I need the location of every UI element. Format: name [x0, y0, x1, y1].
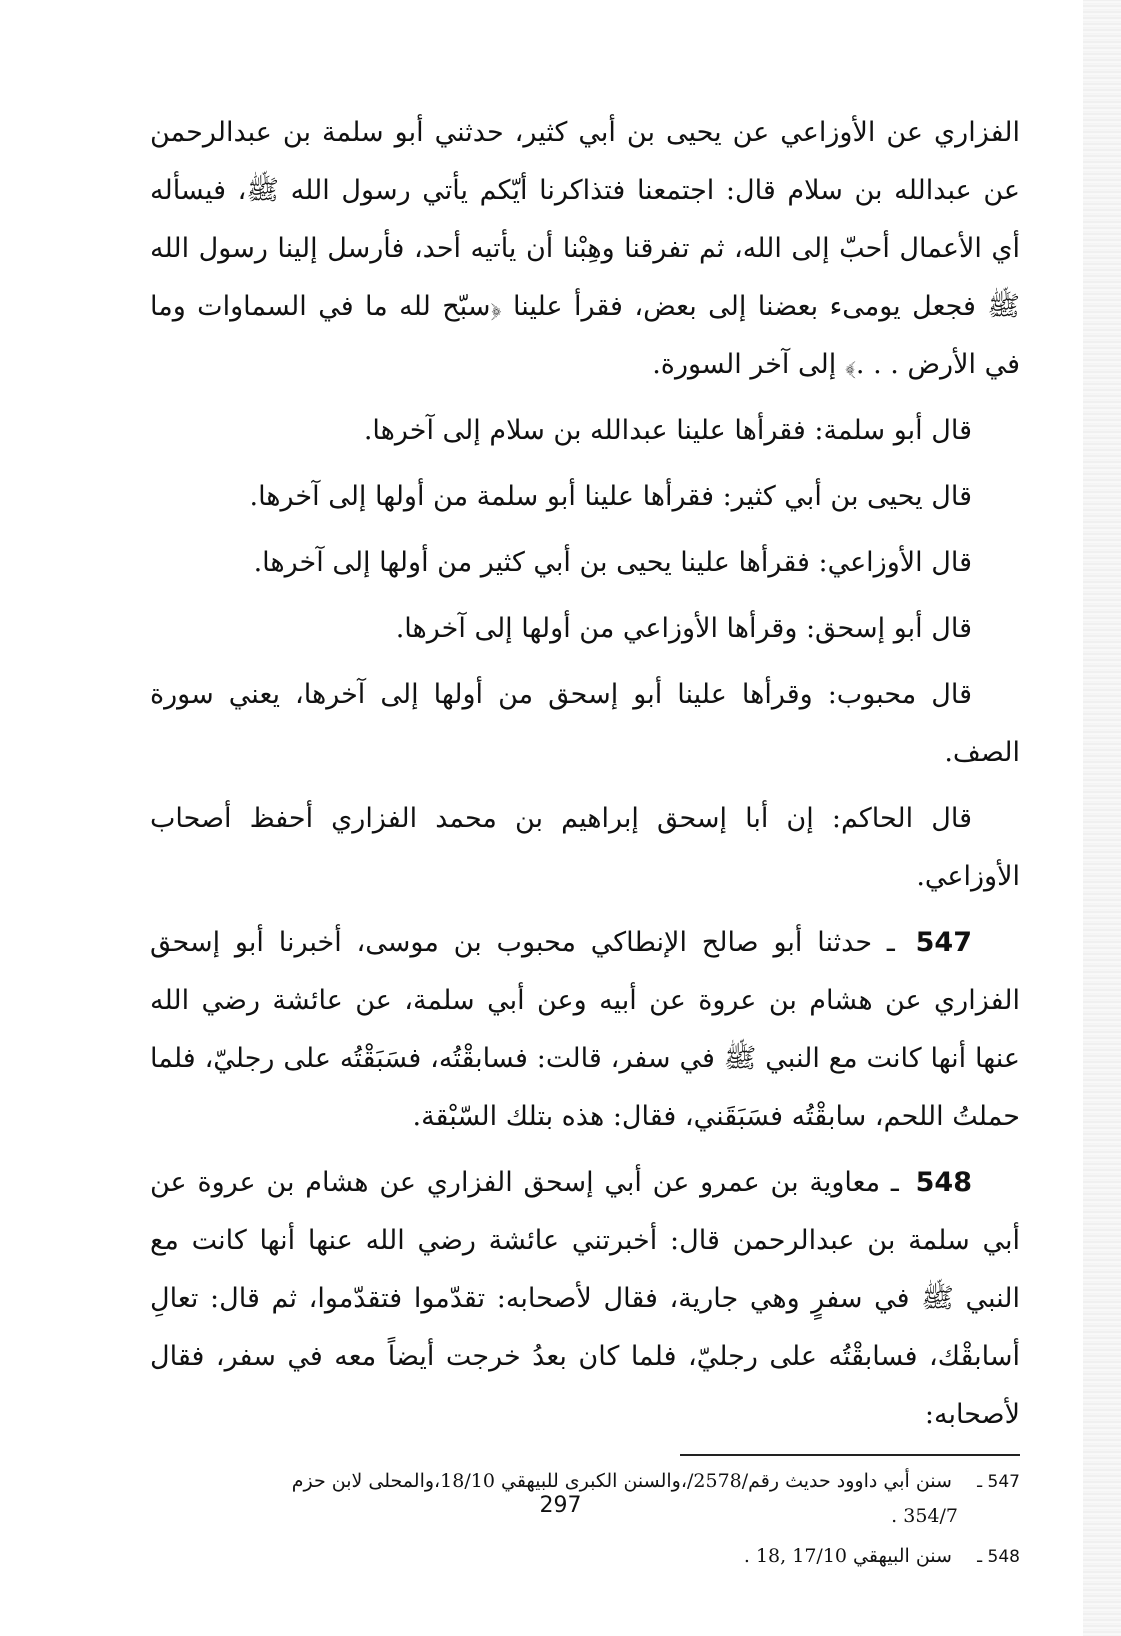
hadith-number-548: 548 [915, 1167, 973, 1198]
footnote-number: 548 ـ [977, 1547, 1020, 1567]
paragraph-awzai: قال الأوزاعي: فقرأها علينا يحيى بن أبي كثير من أولها إلى آخرها. [253, 547, 972, 578]
hadith-548 [150, 1154, 1020, 1444]
hadith-text-547: ـ حدثنا أبو صالح الإنطاكي محبوب بن موسى، أخبرنا أبو إسحق الفزاري عن هشام بن عروة عن أبيه وعن أبي سلمة، عن عائشة رضي الله عنها أنها كانت مع النبي ﷺ في سفر، قالت: فسابقْتُه، فسَبَقْتُه على رجليّ، فلما حملتُ اللحم، سابقْتُه فسَبَقَني، فقال: هذه بتلك السّبْقة. [150, 927, 1020, 1132]
footnote-text: سنن البيهقي 17/10 ,18 . [743, 1545, 952, 1567]
footnote-number: 547 ـ [977, 1472, 1020, 1492]
hadith-547 [150, 914, 1020, 1146]
hadith-number-547: 547 [915, 927, 972, 958]
paragraph-abu-ishaq: قال أبو إسحق: وقرأها الأوزاعي من أولها إلى آخرها. [395, 613, 972, 644]
footnote-text: سنن أبي داوود حديث رقم/2578/،والسنن الكبرى للبيهقي 18/10،والمحلى لابن حزم [291, 1470, 952, 1492]
hadith-text-548: ـ معاوية بن عمرو عن أبي إسحق الفزاري عن هشام بن عروة عن أبي سلمة بن عبدالرحمن قال: أخبرتني عائشة رضي الله عنها أنها كانت مع النبي ﷺ في سفرٍ وهي جارية، فقال لأصحابه: تقدّموا فتقدّموا، ثم قال: تعالِ أسابقْك، فسابقْتُه على رجليّ، فلما كان بعدُ خرجت أيضاً معه في سفر، فقال لأصحابه: [150, 1167, 1020, 1430]
footnote-548 [150, 1539, 1020, 1574]
paragraph-mahbub: قال محبوب: وقرأها علينا أبو إسحق من أولها إلى آخرها، يعني سورة الصف. [150, 679, 1020, 768]
footnotes [150, 1464, 1020, 1574]
footnote-continuation: 354/7 . [891, 1505, 958, 1527]
book-page-body [150, 104, 1020, 1580]
footnote-separator [680, 1454, 1020, 1456]
scanned-page-edge [1083, 0, 1121, 1636]
paragraph-yahya: قال يحيى بن أبي كثير: فقرأها علينا أبو سلمة من أولها إلى آخرها. [249, 481, 972, 512]
paragraph-abu-salama: قال أبو سلمة: فقرأها علينا عبدالله بن سلام إلى آخرها. [363, 415, 972, 446]
paragraph-isnad-continuation: الفزاري عن الأوزاعي عن يحيى بن أبي كثير، حدثني أبو سلمة بن عبدالرحمن عن عبدالله بن سلام قال: اجتمعنا فتذاكرنا أيّكم يأتي رسول الله ﷺ، فيسأله أي الأعمال أحبّ إلى الله، ثم تفرقنا وهِبْنا أن يأتيه أحد، فأرسل إلينا رسول الله ﷺ فجعل يومىء بعضنا إلى بعض، فقرأ علينا ﴿سبّح لله ما في السماوات وما في الأرض . . .﴾ إلى آخر السورة. [150, 117, 1021, 380]
page-number: 297 [539, 1493, 582, 1518]
paragraph-hakim: قال الحاكم: إن أبا إسحق إبراهيم بن محمد الفزاري أحفظ أصحاب الأوزاعي. [150, 803, 1020, 892]
